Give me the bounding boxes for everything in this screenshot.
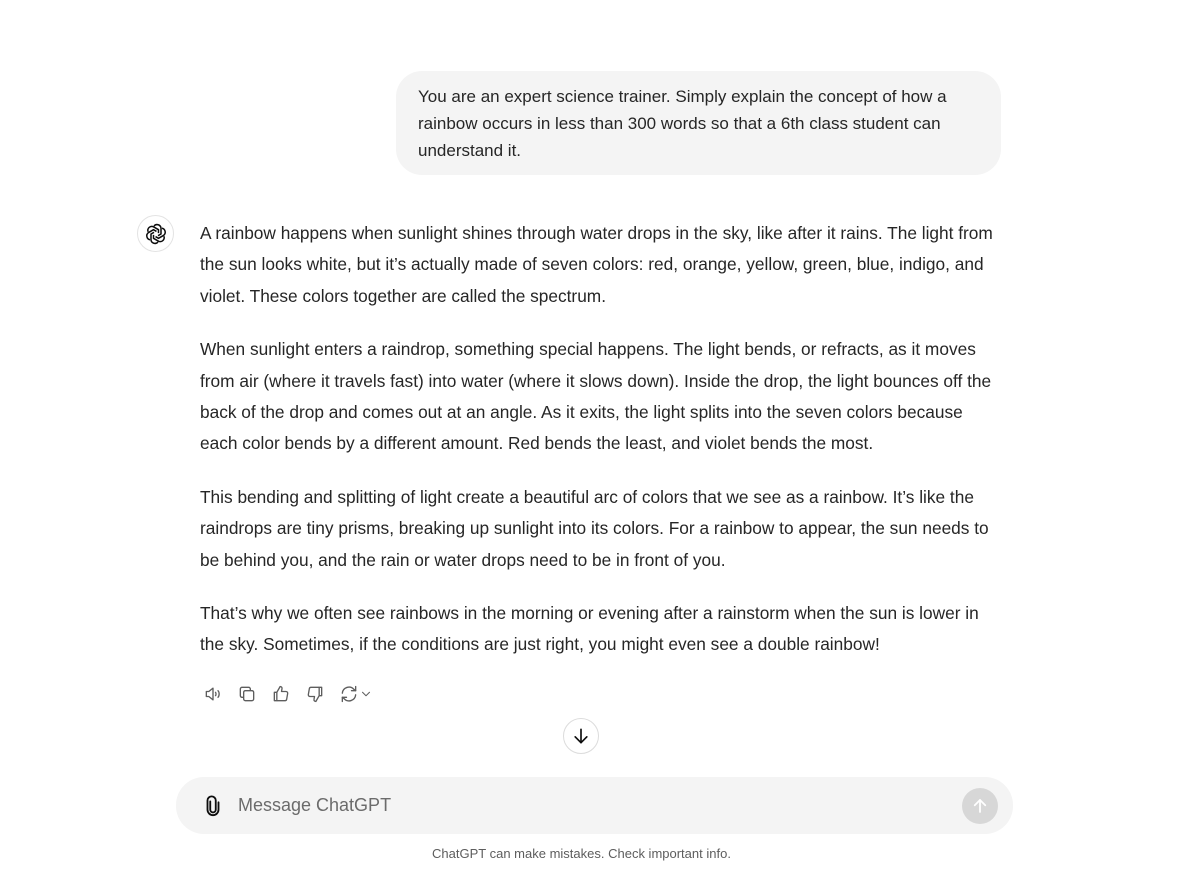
user-message-text: You are an expert science trainer. Simply explain the concept of how a rainbow occurs in less than 300 words so that a 6th class student can understand it. <box>418 87 947 160</box>
openai-logo-icon <box>144 222 168 246</box>
assistant-message <box>200 218 1005 683</box>
thumbs-up-icon <box>271 684 291 704</box>
message-input[interactable] <box>238 786 962 826</box>
arrow-down-icon <box>571 726 591 746</box>
thumbs-down-icon <box>305 684 325 704</box>
chevron-down-icon <box>359 687 373 701</box>
disclaimer-text: ChatGPT can make mistakes. Check important info. <box>432 846 731 861</box>
message-action-bar <box>200 681 384 707</box>
thumbs-down-button[interactable] <box>302 681 328 707</box>
assistant-paragraph: This bending and splitting of light create a beautiful arc of colors that we see as a rainbow. It’s like the raindrops are tiny prisms, breaking up sunlight into its colors. For a rainbow to appear, the sun needs to be behind you, and the rain or water drops need to be in front of you. <box>200 486 989 570</box>
attach-button[interactable] <box>200 793 226 819</box>
scroll-to-bottom-button[interactable] <box>563 718 599 754</box>
assistant-paragraph: When sunlight enters a raindrop, something special happens. The light bends, or refracts, as it moves from air (where it travels fast) into water (where it slows down). Inside the drop, the light bounces off the back of the drop and comes out at an angle. As it exits, the light splits into the seven colors because each color bends by a different amount. Red bends the least, and violet bends the most. <box>200 339 992 454</box>
send-button[interactable] <box>962 788 998 824</box>
arrow-up-icon <box>971 797 989 815</box>
read-aloud-icon <box>203 684 223 704</box>
regenerate-icon <box>339 684 359 704</box>
copy-button[interactable] <box>234 681 260 707</box>
assistant-paragraph: A rainbow happens when sunlight shines through water drops in the sky, like after it rains. The light from the sun looks white, but it’s actually made of seven colors: red, orange, yellow, green, blue, indigo, and violet. These colors together are called the spectrum. <box>200 223 993 306</box>
regenerate-button[interactable] <box>336 681 376 707</box>
paperclip-icon <box>202 795 224 817</box>
user-message-bubble <box>396 71 1001 175</box>
assistant-paragraph: That’s why we often see rainbows in the morning or evening after a rainstorm when the sun is lower in the sky. Sometimes, if the conditions are just right, you might even see a double rainbow! <box>200 603 979 655</box>
assistant-avatar <box>137 215 174 252</box>
message-composer <box>176 777 1013 834</box>
copy-icon <box>237 684 257 704</box>
thumbs-up-button[interactable] <box>268 681 294 707</box>
read-aloud-button[interactable] <box>200 681 226 707</box>
